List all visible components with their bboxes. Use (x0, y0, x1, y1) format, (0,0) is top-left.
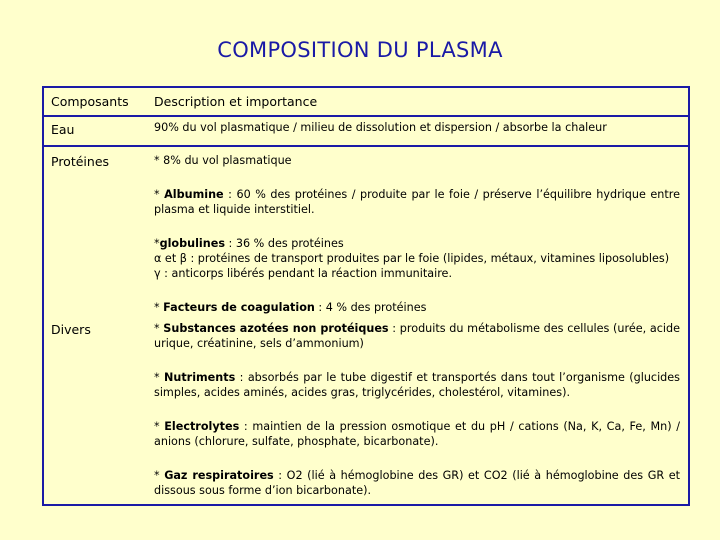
divers-item-prefix: * (154, 371, 164, 384)
divers-item (154, 321, 680, 351)
divers-item (154, 370, 680, 400)
row-label-proteines: Protéines (51, 154, 110, 169)
table-row-eau (43, 116, 689, 146)
globulines-prefix: * (154, 237, 160, 250)
proteines-intro: * 8% du vol plasmatique (154, 154, 292, 167)
albumine-name: Albumine (164, 188, 224, 201)
divers-item-text: : maintien de la pression osmotique et du pH / cations (Na, K, Ca, Fe, Mn) / anions (chlorure, sulfate, phosphate, bicarbonate). (154, 420, 681, 448)
table-row-proteines (43, 146, 689, 315)
facteurs-name: Facteurs de coagulation (163, 301, 315, 314)
globulines-line (154, 236, 680, 251)
header-composants: Composants (43, 87, 147, 116)
globulines-gamma: γ : anticorps libérés pendant la réaction immunitaire. (154, 267, 452, 280)
globulines-text: : 36 % des protéines (224, 237, 344, 250)
divers-item-prefix: * (154, 420, 165, 433)
albumine-text: : 60 % des protéines / produite par le foie / préserve l’équilibre hydrique entre plasma et liquide interstitiel. (154, 188, 680, 216)
facteurs-block (154, 300, 680, 315)
divers-item-prefix: * (154, 322, 164, 335)
row-content-proteines (147, 146, 689, 315)
divers-item-text: : produits du métabolisme des cellules (urée, acide urique, créatinine, sels d’ammonium) (154, 322, 680, 350)
globulines-alpha-beta: α et β : protéines de transport produites par le foie (lipides, métaux, vitamines liposolubles) (154, 252, 670, 265)
facteurs-prefix: * (154, 301, 164, 314)
row-text-eau: 90% du vol plasmatique / milieu de dissolution et dispersion / absorbe la chaleur (147, 116, 689, 146)
header-description: Description et importance (147, 87, 689, 116)
albumine-block (154, 187, 680, 217)
row-label-divers: Divers (51, 322, 91, 337)
row-content-divers (147, 315, 689, 505)
table-header-row (43, 87, 689, 116)
divers-item (154, 468, 680, 498)
composition-table (42, 86, 690, 506)
globulines-block (154, 236, 680, 281)
divers-item-name: Gaz respiratoires (164, 469, 274, 482)
divers-item-name: Electrolytes (164, 420, 240, 433)
row-label-eau: Eau (43, 116, 147, 146)
albumine-prefix: * (154, 188, 165, 201)
divers-item (154, 419, 680, 449)
divers-item-prefix: * (154, 469, 165, 482)
facteurs-text: : 4 % des protéines (314, 301, 427, 314)
globulines-name: globulines (159, 237, 225, 250)
divers-item-name: Nutriments (164, 371, 236, 384)
divers-item-name: Substances azotées non protéiques (163, 322, 389, 335)
table-row-divers (43, 315, 689, 505)
page-title: COMPOSITION DU PLASMA (217, 38, 503, 62)
divers-item-text: : absorbés par le tube digestif et transportés dans tout l’organisme (glucides simples, acides aminés, acides gras, triglycérides, cholestérol, vitamines). (154, 371, 680, 399)
divers-item-text: : O2 (lié à hémoglobine des GR) et CO2 (lié à hémoglobine des GR et dissous sous forme d’ion bicarbonate). (154, 469, 680, 497)
